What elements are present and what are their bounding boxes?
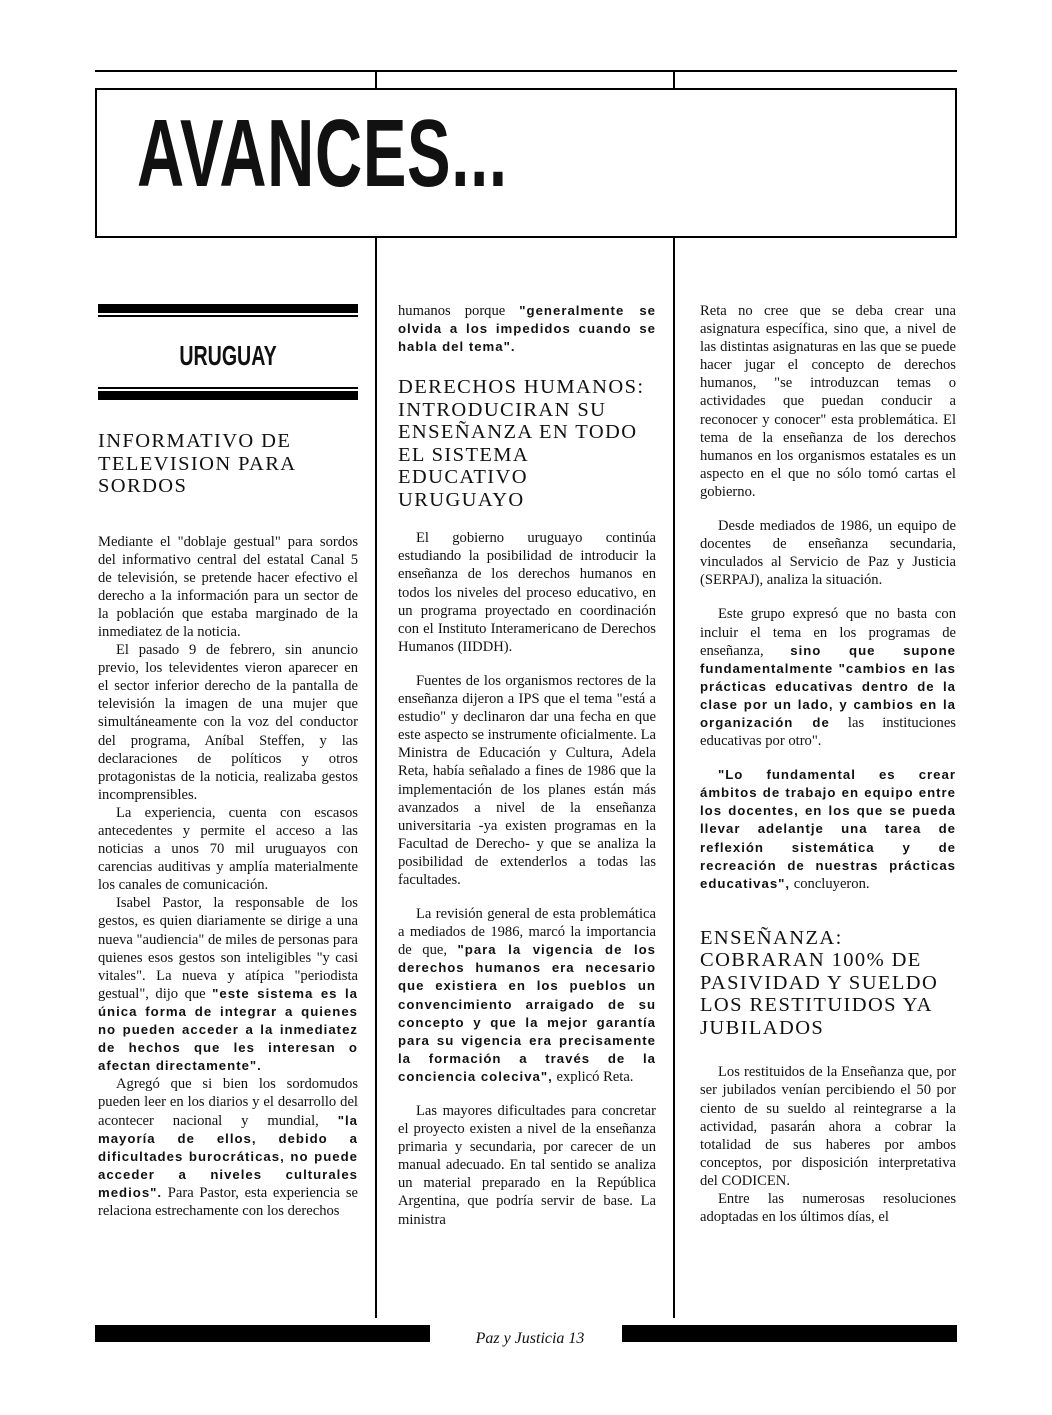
paragraph <box>700 1190 956 1226</box>
text-run: El pasado 9 de febrero, sin anuncio previo, los televidentes vieron aparecer en el sector inferior derecho de la pantalla de televisión la imagen de una mujer que simultáneamente con la voz del conductor del programa, Aníbal Steffen, y las declaraciones de políticos y otros protagonistas de la noticia, realizaba gestos incomprensibles. <box>98 642 358 803</box>
article-derechos-humanos-body <box>398 529 656 1228</box>
footer-bar-right <box>622 1325 957 1342</box>
top-divider-right <box>673 70 675 90</box>
text-run: Mediante el "doblaje gestual" para sordos del informativo central del estatal Canal 5 de televisión, se pretende hacer efectivo el derecho a la información para un sector de la población que estaba marginado de la inmediatez de la noticia. <box>98 533 358 640</box>
paragraph <box>700 766 956 893</box>
banner-bar-top-thick <box>98 304 358 313</box>
bold-text: "Lo fundamental es crear ámbitos de trabajo en equipo entre los docentes, en los que se pueda llevar adelantje una tarea de reflexión sistemática y de recreación de nuestras prácticas educativas", <box>700 767 956 891</box>
text-run: concluyeron. <box>790 875 870 892</box>
banner-bar-bottom-thick <box>98 391 358 400</box>
text-run: Agregó que si bien los sordomudos pueden leer en los diarios y el desarrollo del acontecer nacional y mundial, <box>98 1076 358 1129</box>
bold-text: "generalmente se olvida a los impedidos cuando se habla del tema". <box>398 303 656 355</box>
paragraph <box>98 641 358 804</box>
text-run: La experiencia, cuenta con escasos antecedentes y permite el acceso a las noticias a unos 70 mil uruguayos con carencias auditivas y amplía materialmente los canales de comunicación. <box>98 804 358 894</box>
column-left <box>98 304 358 1220</box>
country-label: URUGUAY <box>179 340 277 371</box>
paragraph-continued <box>398 302 656 356</box>
paragraph <box>98 1075 358 1220</box>
text-run: Entre las numerosas resoluciones adoptadas en los últimos días, el <box>700 1190 956 1226</box>
headline-derechos-humanos: DERECHOS HUMANOS: INTRODUCIRAN SU ENSEÑANZA EN TODO EL SISTEMA EDUCATIVO URUGUAYO <box>398 376 645 511</box>
text-run: El gobierno uruguayo continúa estudiando la posibilidad de introducir la enseñanza de los derechos humanos en todos los niveles del proceso educativo, en un programa proyectado en coordinación con el Instituto Interamericano de Derechos Humanos (IIDDH). <box>398 530 656 655</box>
bold-text: "este sistema es la única forma de integrar a quienes no pueden acceder a la inmediatez de hechos que les interesan o afectan directamente". <box>98 985 358 1074</box>
bold-text: sino que supone fundamentalmente "cambios en las prácticas educativas dentro de la clase por un lado, y cambios en la organización de <box>700 642 956 730</box>
paragraph <box>398 529 656 656</box>
top-divider-left <box>375 70 377 90</box>
text-run: Desde mediados de 1986, un equipo de docentes de enseñanza secundaria, vinculados al Servicio de Paz y Justicia (SERPAJ), analiza la situación. <box>700 518 956 589</box>
paragraph <box>700 605 956 750</box>
text-run: Isabel Pastor, la responsable de los gestos, es quien diariamente se dirige a una nueva "audiencia" de miles de personas para quienes esos gestos son inteligibles "y casi vitales". La nueva y atípica "periodista gestual", dijo que <box>98 895 358 1002</box>
bold-text: "para la vigencia de los derechos humanos era necesario que existiera en los pueblos un convencimiento arraigado de su concepto y que la mejor garantía para su vigencia era precisamente la formación a través de la conciencia coleciva", <box>398 942 656 1084</box>
column-middle <box>398 302 656 1229</box>
masthead <box>95 88 957 238</box>
column-right <box>700 302 956 1226</box>
footer-bar-left <box>95 1325 430 1342</box>
text-run: La revisión general de esta problemática a mediados de 1986, marcó la importancia de que, <box>398 906 656 959</box>
text-run: Reta no cree que se deba crear una asignatura específica, sino que, a nivel de las distintas asignaturas en las que se puede hacer jugar el concepto de derechos humanos, "se introduzcan temas o actividades que puedan conducir a reconocer y conocer" esta problemática. El tema de la enseñanza de los derechos humanos en los organismos estatales es un aspecto en el que no sólo tomó cartas el gobierno. <box>700 303 956 500</box>
article-sordos-body <box>98 533 358 1221</box>
paragraph <box>700 302 956 501</box>
headline-ensenanza: ENSEÑANZA: COBRARAN 100% DE PASIVIDAD Y SUELDO LOS RESTITUIDOS YA JUBILADOS <box>700 926 939 1039</box>
text-run: explicó Reta. <box>552 1068 634 1085</box>
footer-caption: Paz y Justicia 13 <box>475 1330 585 1347</box>
text-run: Para Pastor, esta experiencia se relaciona estrechamente con los derechos <box>98 1184 358 1219</box>
banner-bar-top-thin <box>98 315 358 317</box>
paragraph <box>398 905 656 1086</box>
headline-sordos: INFORMATIVO DE TELEVISION PARA SORDOS <box>98 430 296 497</box>
paragraph <box>98 533 358 642</box>
banner-bar-bottom-thin <box>98 387 358 389</box>
paragraph <box>398 1102 656 1229</box>
country-banner <box>98 304 358 402</box>
article-ensenanza-body <box>700 1063 956 1226</box>
paragraph <box>98 804 358 894</box>
paragraph <box>700 517 956 589</box>
top-rule <box>95 70 957 72</box>
masthead-title: AVANCES... <box>137 100 508 207</box>
bold-text: "la mayoría de ellos, debido a dificultades burocráticas, no puede acceder a niveles culturales medios". <box>98 1112 358 1200</box>
text-run: humanos porque <box>398 303 520 319</box>
column-divider-left <box>375 238 377 1318</box>
column-divider-right <box>673 238 675 1318</box>
text-run: Fuentes de los organismos rectores de la enseñanza dijeron a IPS que el tema "está a estudio" y declinaron dar una fecha en que este aspecto se instrumente oficialmente. La Ministra de Educación y Cultura, Adela Reta, había señalado a fines de 1986 que la implementación de los planes están más avanzados a nivel de la enseñanza universitaria -ya existen programas en la Facultad de Derecho- y que se analiza la posibilidad de extenderlos a todas las facultades. <box>398 672 656 888</box>
text-run: las instituciones educativas por otro". <box>700 714 956 750</box>
paragraph <box>98 894 358 1075</box>
text-run: Las mayores dificultades para concretar el proyecto existen a nivel de la enseñanza primaria y secundaria, por carecer de un manual adecuado. En tal sentido se analiza un material preparado en la República Argentina, que podría servir de base. La ministra <box>398 1103 656 1228</box>
text-run: Este grupo expresó que no basta con incluir el tema en los programas de enseñanza, <box>700 606 956 659</box>
paragraph <box>700 1063 956 1190</box>
paragraph <box>398 672 656 889</box>
article-derechos-humanos-continued <box>700 302 956 893</box>
text-run: Los restituidos de la Enseñanza que, por ser jubilados venían percibiendo el 50 por ciento de su sueldo al reintegrarse a la actividad, pasarán ahora a cobrar la totalidad de sus haberes por ambos conceptos, por disposición interpretativa del CODICEN. <box>700 1064 956 1189</box>
